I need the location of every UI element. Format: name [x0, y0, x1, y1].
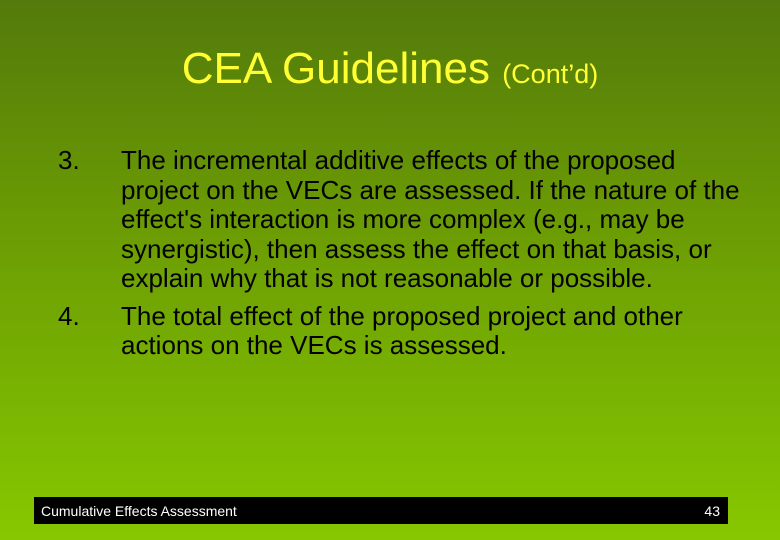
numbered-list: [58, 146, 758, 369]
slide-title: [0, 40, 780, 103]
page-number: 43: [704, 503, 720, 519]
slide-title-subtitle: (Cont’d): [502, 59, 599, 89]
list-item-number: 4.: [58, 300, 80, 331]
slide-title-main: CEA Guidelines: [181, 44, 490, 93]
list-item: [58, 146, 758, 294]
list-item-text: The incremental additive effects of the proposed project on the VECs are assessed. If the nature of the effect's interaction is more complex (e.g., may be synergistic), then assess the effect on that basis, or explain why that is not reasonable or possible.: [121, 145, 740, 293]
list-item-text: The total effect of the proposed project and other actions on the VECs is assessed.: [121, 300, 683, 360]
footer-title: Cumulative Effects Assessment: [41, 503, 237, 519]
list-item: [58, 302, 758, 361]
list-item-number: 3.: [58, 145, 80, 175]
footer-bar: [34, 497, 728, 524]
